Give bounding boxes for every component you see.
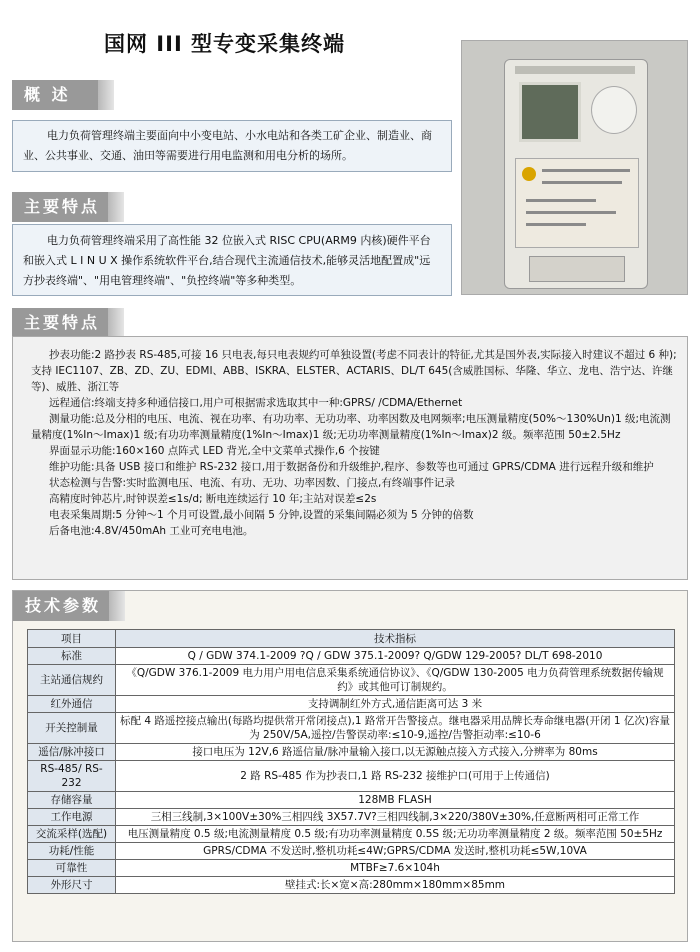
section-overview-heading: 概 述: [12, 80, 98, 110]
meter-device-photo: [461, 40, 688, 295]
meter-top-label: [515, 66, 635, 74]
table-row: [28, 696, 675, 713]
table-row: [28, 877, 675, 894]
table-header-row: [28, 630, 675, 648]
keypad: [591, 86, 637, 134]
spec-value-cell: MTBF≥7.6×104h: [116, 860, 675, 877]
spec-value-cell: 128MB FLASH: [116, 792, 675, 809]
spec-value-cell: GPRS/CDMA 不发送时,整机功耗≤4W;GPRS/CDMA 发送时,整机功耗≤5W,10VA: [116, 843, 675, 860]
nameplate-line: [542, 169, 630, 172]
table-header-cell: 项目: [28, 630, 116, 648]
table-row: [28, 826, 675, 843]
section-specs-heading: 技术参数: [13, 591, 109, 621]
feature-item: 远程通信:终端支持多种通信接口,用户可根据需求选取其中一种:GPRS/ /CDMA/Ethernet: [49, 397, 463, 409]
spec-key-cell: 交流采样(选配): [28, 826, 116, 843]
overview-text: 电力负荷管理终端主要面向中小变电站、小水电站和各类工矿企业、制造业、商业、公共事业、交通、油田等需要进行用电监测和用电分析的场所。: [23, 129, 432, 162]
table-row: [28, 792, 675, 809]
spec-key-cell: 功耗/性能: [28, 843, 116, 860]
specs-box: [12, 590, 688, 942]
spec-key-cell: 可靠性: [28, 860, 116, 877]
terminal-cover: [529, 256, 625, 282]
spec-value-cell: 支持调制红外方式,通信距离可达 3 米: [116, 696, 675, 713]
spec-key-cell: RS-485/ RS-232: [28, 761, 116, 792]
section-features2-heading: 主要特点: [12, 308, 108, 338]
spec-key-cell: 标准: [28, 648, 116, 665]
table-row: [28, 809, 675, 826]
specs-table: [27, 629, 675, 894]
spec-value-cell: 标配 4 路遥控接点输出(每路均提供常开常闭接点),1 路常开告警接点。继电器采用品牌长寿命继电器(开闭 1 亿次)容量为 250V/5A,遥控/告警误动率:≤10-9,遥控/告警拒动率:≤10-6: [116, 713, 675, 744]
spec-key-cell: 红外通信: [28, 696, 116, 713]
feature-item: 抄表功能:2 路抄表 RS-485,可接 16 只电表,每只电表规约可单独设置(考虑不同表计的特征,尤其是国外表,实际接入时建议不超过 6 种);支持 IEC1107、ZB、ZD、ZU、EDMI、ABB、ISKRA、ELSTER、ACTARIS、DL/T 645(含威胜国标、华隆、华立、龙电、浩宁达、许继等)、威胜、浙江等: [31, 349, 677, 393]
feature-item: 状态检测与告警:实时监测电压、电流、有功、无功、功率因数、门接点,有终端事件记录: [49, 477, 455, 489]
meter-body: [504, 59, 648, 289]
spec-key-cell: 存储容量: [28, 792, 116, 809]
feature-item: 后备电池:4.8V/450mAh 工业可充电电池。: [49, 525, 254, 537]
spec-key-cell: 开关控制量: [28, 713, 116, 744]
table-row: [28, 744, 675, 761]
spec-value-cell: 2 路 RS-485 作为抄表口,1 路 RS-232 接维护口(可用于上传通信): [116, 761, 675, 792]
nameplate-line: [526, 223, 586, 226]
spec-key-cell: 工作电源: [28, 809, 116, 826]
features-text: 电力负荷管理终端采用了高性能 32 位嵌入式 RISC CPU(ARM9 内核)硬件平台和嵌入式 L I N U X 操作系统软件平台,结合现代主流通信技术,能够灵活地配置成"远方抄表终端"、"用电管理终端"、"负控终端"等多种类型。: [23, 234, 431, 287]
feature-item: 维护功能:具备 USB 接口和维护 RS-232 接口,用于数据备份和升级维护,程序、参数等也可通过 GPRS/CDMA 进行远程升级和维护: [49, 461, 654, 473]
table-row: [28, 761, 675, 792]
nameplate-line: [542, 181, 622, 184]
overview-box: [12, 120, 452, 172]
table-row: [28, 665, 675, 696]
spec-value-cell: 电压测量精度 0.5 级;电流测量精度 0.5 级;有功功率测量精度 0.5S 级;无功功率测量精度 2 级。频率范围 50±5Hz: [116, 826, 675, 843]
spec-value-cell: 三相三线制,3×100V±30%三相四线 3X57.7V?三相四线制,3×220/380V±30%,任意断两相可正常工作: [116, 809, 675, 826]
table-row: [28, 860, 675, 877]
feature-item: 测量功能:总及分相的电压、电流、视在功率、有功功率、无功功率、功率因数及电网频率;电压测量精度(50%～130%Un)1 级;电流测量精度(1%In～Imax)1 级;有功功率测量精度(1%In～Imax)1 级;无功功率测量精度(1%In～Imax)2 级。频率范围 50±2.5Hz: [31, 413, 671, 441]
nameplate: [515, 158, 639, 248]
feature-item: 界面显示功能:160×160 点阵式 LED 背光,全中文菜单式操作,6 个按键: [49, 445, 380, 457]
features-detail-box: [12, 336, 688, 580]
table-row: [28, 843, 675, 860]
features-box: [12, 224, 452, 296]
feature-item: 高精度时钟芯片,时钟误差≤1s/d; 断电连续运行 10 年;主站对误差≤2s: [49, 493, 377, 505]
nameplate-line: [526, 211, 616, 214]
feature-item: 电表采集周期:5 分钟～1 个月可设置,最小间隔 5 分钟,设置的采集间隔必须为 5 分钟的倍数: [49, 509, 474, 521]
lcd-screen: [519, 82, 581, 142]
spec-value-cell: 壁挂式:长×宽×高:280mm×180mm×85mm: [116, 877, 675, 894]
spec-value-cell: 接口电压为 12V,6 路遥信量/脉冲量输入接口,以无源触点接入方式接入,分辨率为 80ms: [116, 744, 675, 761]
section-features-heading: 主要特点: [12, 192, 108, 222]
page-title: 国网 III 型专变采集终端: [104, 32, 346, 56]
table-row: [28, 648, 675, 665]
table-row: [28, 713, 675, 744]
nameplate-line: [526, 199, 596, 202]
company-logo-icon: [522, 167, 536, 181]
spec-value-cell: Q / GDW 374.1-2009 ?Q / GDW 375.1-2009? Q/GDW 129-2005? DL/T 698-2010: [116, 648, 675, 665]
spec-value-cell: 《Q/GDW 376.1-2009 电力用户用电信息采集系统通信协议》、《Q/GDW 130-2005 电力负荷管理系统数据传输规约》或其他可订制规约。: [116, 665, 675, 696]
spec-key-cell: 主站通信规约: [28, 665, 116, 696]
table-header-cell: 技术指标: [116, 630, 675, 648]
spec-key-cell: 遥信/脉冲接口: [28, 744, 116, 761]
spec-key-cell: 外形尺寸: [28, 877, 116, 894]
